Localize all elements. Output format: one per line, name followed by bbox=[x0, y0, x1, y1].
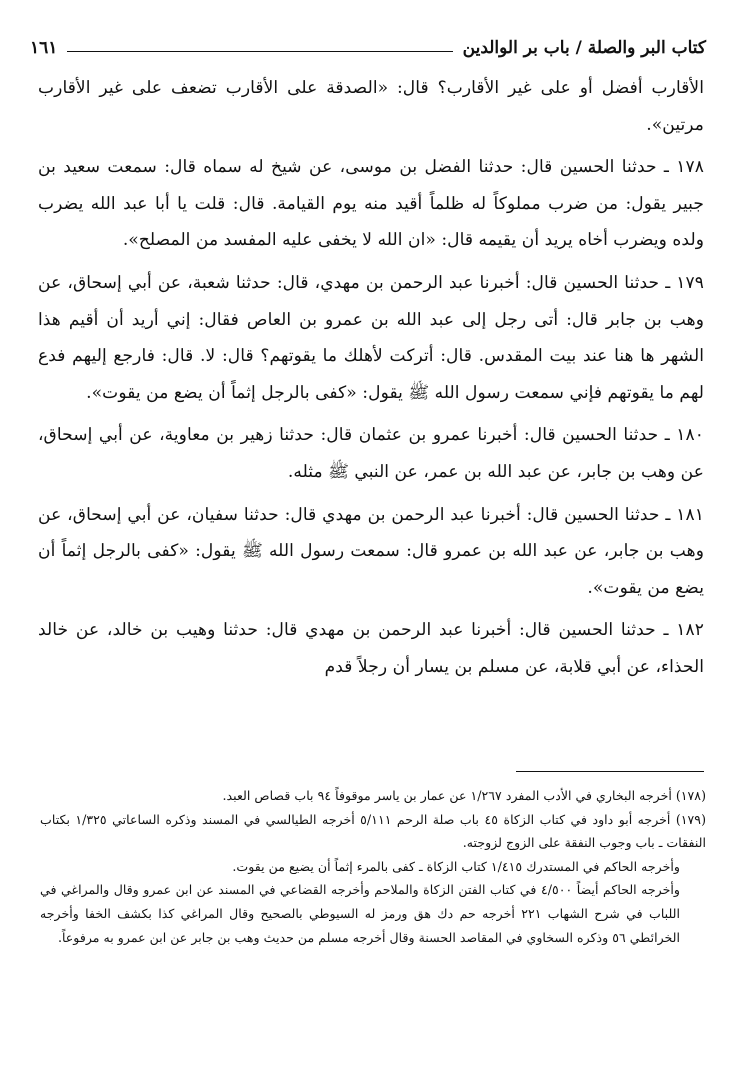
hadith-179: ١٧٩ ـ حدثنا الحسين قال: أخبرنا عبد الرحمن بن مهدي، قال: حدثنا شعبة، عن أبي إسحاق، عن وهب بن جابر قال: أتى رجل إلى عبد الله بن عمرو بن العاص فقال: إني أريد أن أقيم هذا الشهر ها هنا عند بيت المقدس. قال: أتركت لأهلك ما يقوتهم؟ قال: لا. قال: فارجع إليهم فدع لهم ما يقوتهم فإني سمعت رسول الله ﷺ يقول: «كفى بالرجل إثماً أن يضع من يقوت». bbox=[38, 272, 704, 403]
chapter-title: كتاب البر والصلة / باب بر الوالدين bbox=[462, 38, 706, 58]
footnote-178: (١٧٨) أخرجه البخاري في الأدب المفرد ١/٢٦٧ عن عمار بن ياسر موقوفاً ٩٤ باب قصاص العبد. bbox=[222, 788, 706, 803]
footnotes bbox=[40, 784, 706, 949]
paragraph: الأقارب أفضل أو على غير الأقارب؟ قال: «الصدقة على الأقارب تضعف على غير الأقارب مرتين». bbox=[38, 78, 704, 135]
hadith-178: ١٧٨ ـ حدثنا الحسين قال: حدثنا الفضل بن موسى، عن شيخ له سماه قال: سمعت سعيد بن جبير يقول: من ضرب مملوكاً له ظلماً أقيد منه يوم القيامة. قال: قلت يا أبا عبد الله يضرب ولده ويضرب أخاه يريد أن يقيمه قال: «ان الله لا يخفى عليه المفسد من المصلح». bbox=[38, 157, 704, 251]
hadith-182: ١٨٢ ـ حدثنا الحسين قال: أخبرنا عبد الرحمن بن مهدي قال: حدثنا وهيب بن خالد، عن خالد الحذاء، عن أبي قلابة، عن مسلم بن يسار أن رجلاً قدم bbox=[38, 620, 704, 677]
footnote-179-cont: وأخرجه الحاكم في المستدرك ١/٤١٥ كتاب الزكاة ـ كفى بالمرء إثماً أن يضيع من يقوت. bbox=[232, 858, 680, 874]
footnote-separator bbox=[516, 771, 704, 772]
page-number: ١٦١ bbox=[30, 38, 58, 58]
hadith-180: ١٨٠ ـ حدثنا الحسين قال: أخبرنا عمرو بن عثمان قال: حدثنا زهير بن معاوية، عن أبي إسحاق، عن وهب بن جابر، عن عبد الله بن عمر، عن النبي ﷺ مثله. bbox=[38, 425, 704, 482]
footnote-179-cont: وأخرجه الحاكم أيضاً ٤/٥٠٠ في كتاب الفتن الزكاة والملاحم وأخرجه القضاعي في المسند عن ابن عمرو وقال والمراغي في اللباب في شرح الشهاب ٢٢١ أخرجه حم دك هق ورمز له السيوطي بالصحيح وقال المراغي كذا بكشف الخفا وأخرجه الخرائطي ٥٦ وذكره السخاوي في المقاصد الحسنة وقال أخرجه مسلم من حديث وهب بن جابر عن ابن عمرو به مرفوعاً. bbox=[40, 882, 680, 945]
header-rule bbox=[67, 51, 452, 52]
footnote-179: (١٧٩) أخرجه أبو داود في كتاب الزكاة ٤٥ باب صلة الرحم ٥/١١١ أخرجه الطيالسي في المسند وذكره الساعاتي ١/٣٢٥ بكتاب النفقات ـ باب وجوب النفقة على الزوج لزوجته. bbox=[40, 811, 706, 851]
main-text bbox=[38, 70, 704, 686]
hadith-181: ١٨١ ـ حدثنا الحسين قال: أخبرنا عبد الرحمن بن مهدي قال: حدثنا سفيان، عن أبي إسحاق، عن وهب بن جابر، عن عبد الله بن عمرو قال: سمعت رسول الله ﷺ يقول: «كفى بالرجل إثماً أن يضع من يقوت». bbox=[38, 504, 704, 598]
running-header bbox=[30, 32, 706, 58]
